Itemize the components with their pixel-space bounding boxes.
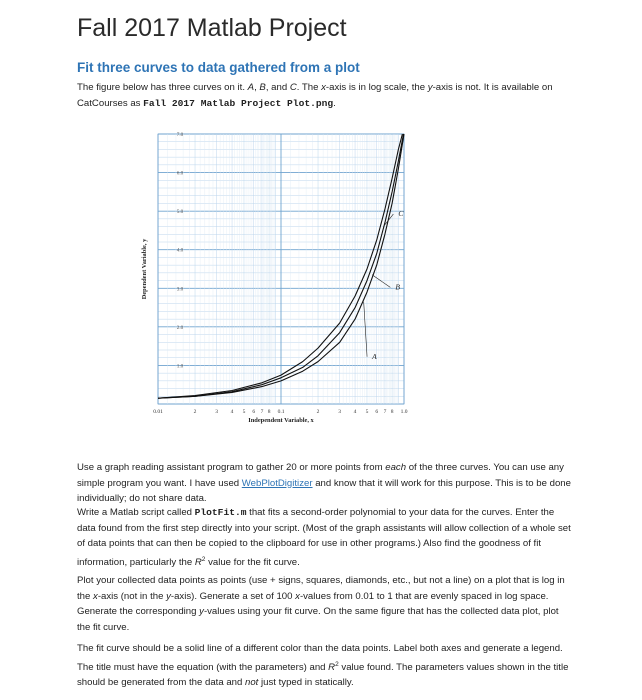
x-tick-label: 0.1 (277, 409, 285, 415)
intro-curve-a: A (247, 82, 255, 93)
p4-text: just typed in statically. (258, 677, 354, 689)
x-axis-label: Independent Variable, x (248, 417, 314, 424)
p4-text: The fit curve should be a solid line of a different color than the data points. Label both axes and generate a legend. The title must have the equation (with the parameters) and (77, 643, 563, 673)
p3-text: -axis). Generate a set of 100 (170, 590, 296, 602)
p1-emphasis: each (385, 462, 407, 473)
paragraph-1 (77, 460, 573, 507)
x-tick-label: 3 (338, 409, 342, 415)
y-tick-label: 5.0 (176, 209, 184, 216)
paragraph-3 (77, 573, 573, 635)
y-tick-label: 7.0 (176, 132, 184, 138)
intro-text: . The (296, 82, 322, 93)
x-tick-label: 5 (242, 409, 246, 415)
x-tick-label: 2 (193, 409, 197, 415)
x-tick-label: 2 (316, 409, 320, 415)
x-tick-label: 6 (375, 409, 379, 415)
curves-chart (138, 128, 410, 456)
x-tick-label: 0.01 (153, 409, 163, 415)
x-tick-label: 5 (365, 409, 369, 415)
x-tick-label: 8 (390, 409, 394, 415)
p3-text: -axis (not in the (97, 590, 167, 602)
page-title: Fall 2017 Matlab Project (77, 14, 347, 42)
x-tick-label: 3 (215, 409, 219, 415)
y-tick-label: 6.0 (176, 170, 184, 177)
r-squared-r: R (194, 556, 202, 568)
p3-x: x (295, 590, 300, 602)
intro-text: -axis is in log scale, the (325, 82, 428, 93)
webplotdigitizer-link[interactable]: WebPlotDigitizer (241, 477, 313, 489)
p2-text: value for the fit curve. (205, 556, 300, 568)
intro-text: . (333, 97, 336, 109)
intro-x: x (321, 82, 326, 93)
p2-text: Write a Matlab script called (77, 507, 195, 518)
x-tick-label: 8 (267, 409, 271, 415)
p3-x: x (93, 590, 98, 602)
r-squared-sup: 2 (335, 660, 339, 668)
intro-text: The figure below has three curves on it. (77, 82, 248, 93)
intro-text: , and (265, 82, 290, 93)
curve-label-b: B (395, 282, 400, 292)
x-tick-label: 6 (252, 409, 256, 415)
y-axis-label: Dependent Variable, y (141, 238, 148, 300)
p4-text: value found. The parameters values shown in the title should be generated from the data and (77, 661, 569, 689)
p3-y: y (166, 590, 171, 602)
p1-text: of the three curves. You can use any simple program you want. I have used (77, 462, 564, 489)
x-tick-label: 7 (383, 409, 387, 415)
p3-text: -values from 0.01 to 1 that are evenly spaced in log space. Generate the corresponding (77, 590, 549, 618)
intro-paragraph (77, 80, 573, 111)
p3-y: y (199, 606, 204, 618)
x-tick-label: 4 (230, 409, 234, 415)
paragraph-4 (77, 641, 573, 691)
r-squared-r: R (328, 661, 336, 673)
y-tick-label: 4.0 (176, 247, 184, 254)
curve-label-c: C (398, 209, 404, 219)
x-tick-label: 1.0 (400, 409, 408, 415)
x-tick-label: 4 (353, 409, 357, 415)
intro-text: , (254, 82, 260, 93)
p1-text: Use a graph reading assistant program to gather 20 or more points from (77, 462, 386, 473)
intro-y: y (427, 82, 433, 93)
p3-text: -values using your fit curve. On the same figure that has the collected data plot, plot the fit curve. (77, 606, 559, 633)
paragraph-2 (77, 505, 573, 571)
p2-text: that fits a second-order polynomial to your data for the curves. Enter the data found from the first step directly into your script. (Most of the graph assistants will allow collection of a whole set of data points that can then be copied to the clipboard for use in other programs.) Also find the goodness of fit information, particularly the (77, 507, 571, 568)
y-tick-label: 1.0 (176, 363, 184, 370)
script-name: PlotFit.m (194, 507, 247, 518)
section-heading: Fit three curves to data gathered from a plot (77, 60, 360, 75)
y-tick-label: 3.0 (176, 286, 184, 293)
intro-curve-b: B (259, 82, 266, 93)
r-squared-sup: 2 (201, 555, 206, 563)
y-tick-label: 2.0 (176, 324, 184, 331)
intro-curve-c: C (289, 82, 297, 93)
x-tick-label: 7 (260, 409, 264, 415)
p3-text: Plot your collected data points as points (use + signs, squares, diamonds, etc., but not a line) on a plot that is log in the (77, 575, 565, 602)
intro-text: -axis is not. It is available on CatCourses as (77, 82, 553, 109)
p4-emphasis: not (245, 677, 259, 689)
curve-label-a: A (372, 351, 377, 361)
p1-text: and know that it will work for this purpose. This is to be done individually; do not share data. (77, 477, 571, 505)
file-name: Fall 2017 Matlab Project Plot.png (143, 97, 334, 109)
